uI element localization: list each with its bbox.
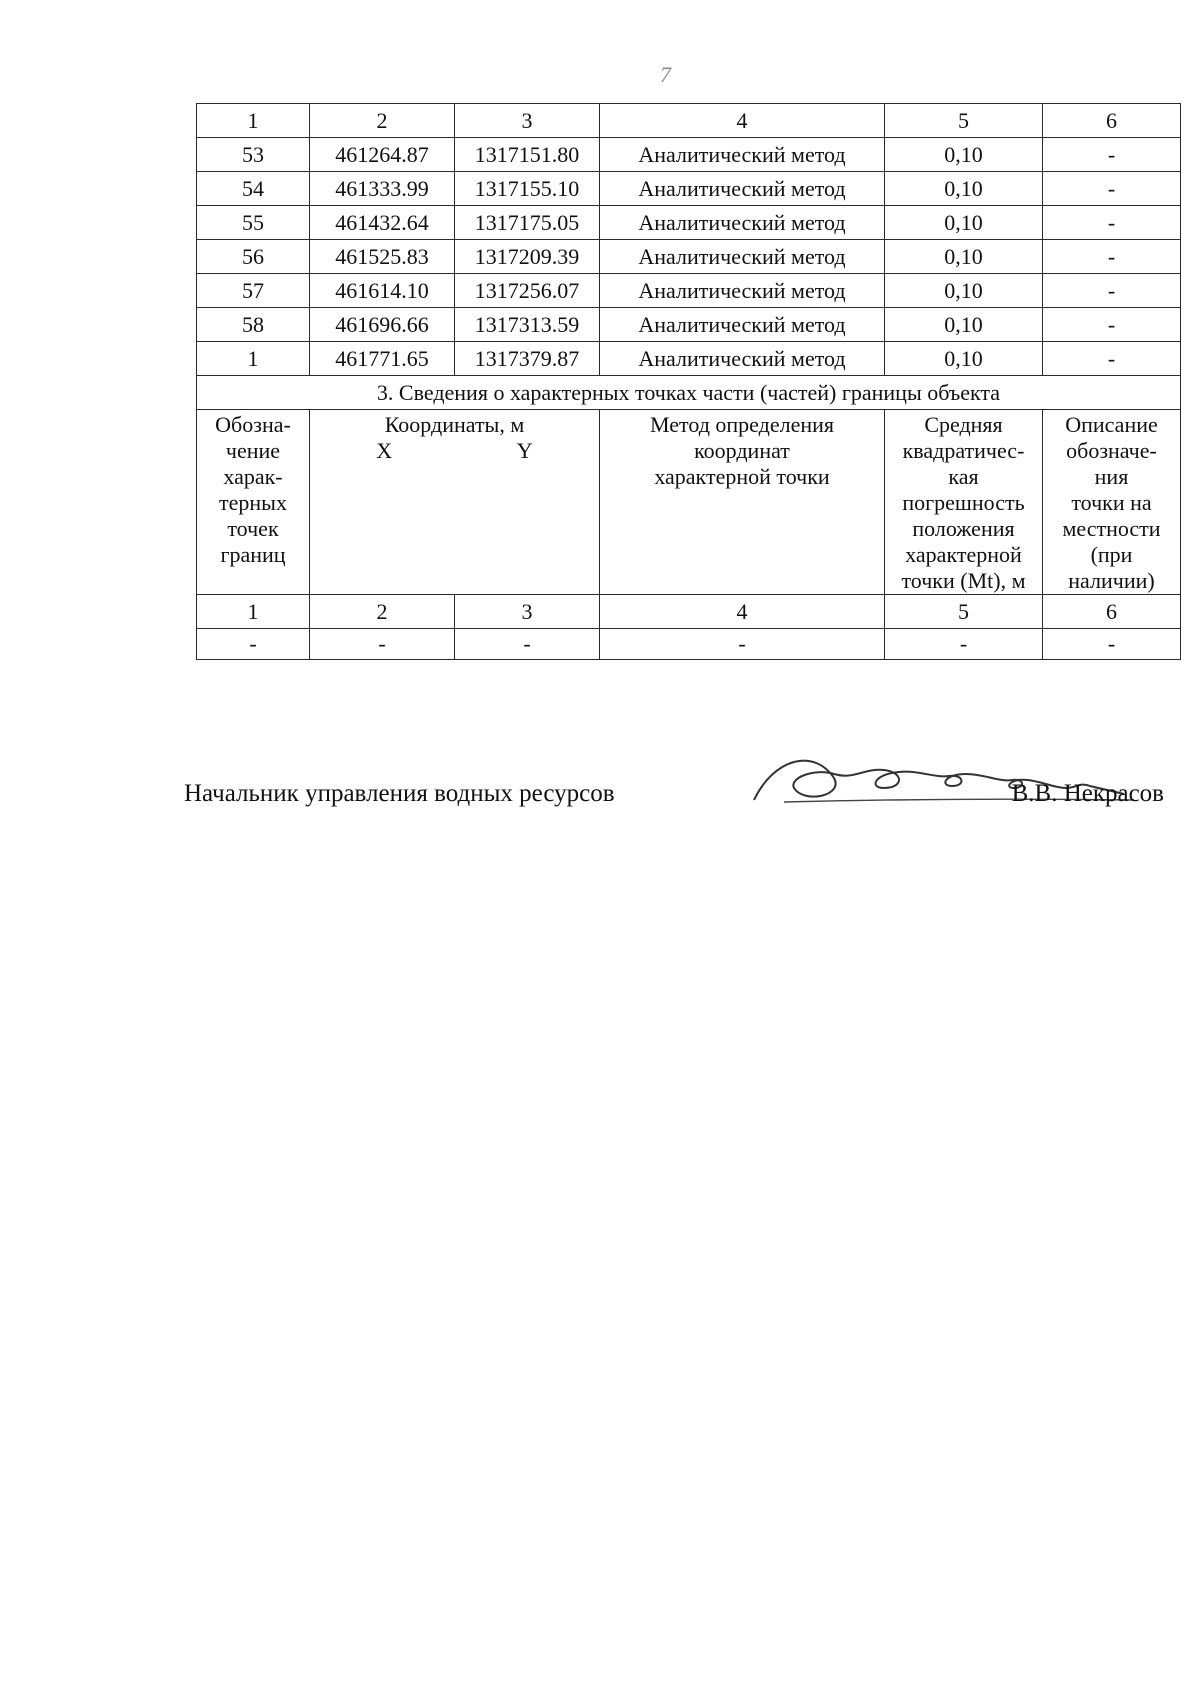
cell-y: 1317155.10: [455, 172, 600, 206]
table-row: [197, 629, 1181, 660]
page-number: 7: [660, 62, 671, 87]
column-number: 2: [310, 595, 455, 629]
cell-error: 0,10: [885, 240, 1043, 274]
cell-method: Аналитический метод: [600, 138, 885, 172]
section-title: 3. Сведения о характерных точках части (частей) границы объекта: [197, 376, 1181, 410]
cell-point: 54: [197, 172, 310, 206]
cell-x: 461771.65: [310, 342, 455, 376]
cell-y: 1317209.39: [455, 240, 600, 274]
cell-empty: -: [455, 629, 600, 660]
cell-error: 0,10: [885, 342, 1043, 376]
column-number: 5: [885, 595, 1043, 629]
signature-block: [184, 774, 1164, 834]
column-number: 3: [455, 595, 600, 629]
section-title-row: [197, 376, 1181, 410]
cell-x: 461614.10: [310, 274, 455, 308]
cell-y: 1317175.05: [455, 206, 600, 240]
cell-x: 461432.64: [310, 206, 455, 240]
cell-empty: -: [197, 629, 310, 660]
cell-description: -: [1043, 308, 1181, 342]
header-description: Описание обозначе- ния точки на местности (при наличии): [1043, 410, 1181, 595]
column-number-row: [197, 595, 1181, 629]
header-coordinates: [310, 410, 600, 595]
cell-description: -: [1043, 206, 1181, 240]
cell-y: 1317379.87: [455, 342, 600, 376]
table-row: [197, 240, 1181, 274]
column-number: 1: [197, 595, 310, 629]
cell-empty: -: [885, 629, 1043, 660]
cell-point: 56: [197, 240, 310, 274]
cell-x: 461696.66: [310, 308, 455, 342]
header-method: Метод определения координат характерной точки: [600, 410, 885, 595]
column-number: 5: [885, 104, 1043, 138]
cell-point: 1: [197, 342, 310, 376]
table-row: [197, 274, 1181, 308]
table-row: [197, 206, 1181, 240]
cell-empty: -: [1043, 629, 1181, 660]
table-row: [197, 308, 1181, 342]
header-error: Средняя квадратичес- кая погрешность положения характерной точки (Mt), м: [885, 410, 1043, 595]
column-number: 4: [600, 104, 885, 138]
cell-point: 58: [197, 308, 310, 342]
table-row: [197, 138, 1181, 172]
cell-y: 1317151.80: [455, 138, 600, 172]
column-number: 6: [1043, 104, 1181, 138]
cell-error: 0,10: [885, 138, 1043, 172]
column-number: 3: [455, 104, 600, 138]
header-row: [197, 410, 1181, 595]
cell-description: -: [1043, 240, 1181, 274]
header-y: Y: [516, 438, 533, 463]
signer-name: В.В. Некрасов: [1011, 780, 1164, 807]
column-number-row: [197, 104, 1181, 138]
boundary-points-table: [196, 103, 1181, 660]
cell-error: 0,10: [885, 308, 1043, 342]
table-row: [197, 342, 1181, 376]
cell-error: 0,10: [885, 206, 1043, 240]
header-x: X: [376, 438, 393, 463]
cell-point: 53: [197, 138, 310, 172]
cell-description: -: [1043, 342, 1181, 376]
cell-error: 0,10: [885, 172, 1043, 206]
column-number: 2: [310, 104, 455, 138]
header-point-designation: Обозна- чение харак- терных точек границ: [197, 410, 310, 595]
cell-point: 55: [197, 206, 310, 240]
cell-empty: -: [600, 629, 885, 660]
cell-error: 0,10: [885, 274, 1043, 308]
header-coordinates-label: Координаты, м: [384, 412, 525, 437]
cell-empty: -: [310, 629, 455, 660]
signer-position: Начальник управления водных ресурсов: [184, 780, 615, 807]
cell-method: Аналитический метод: [600, 308, 885, 342]
cell-description: -: [1043, 138, 1181, 172]
cell-x: 461333.99: [310, 172, 455, 206]
table-row: [197, 172, 1181, 206]
cell-y: 1317256.07: [455, 274, 600, 308]
column-number: 4: [600, 595, 885, 629]
cell-method: Аналитический метод: [600, 206, 885, 240]
cell-x: 461264.87: [310, 138, 455, 172]
cell-method: Аналитический метод: [600, 342, 885, 376]
cell-point: 57: [197, 274, 310, 308]
cell-y: 1317313.59: [455, 308, 600, 342]
column-number: 1: [197, 104, 310, 138]
column-number: 6: [1043, 595, 1181, 629]
cell-x: 461525.83: [310, 240, 455, 274]
cell-description: -: [1043, 274, 1181, 308]
cell-method: Аналитический метод: [600, 172, 885, 206]
cell-description: -: [1043, 172, 1181, 206]
cell-method: Аналитический метод: [600, 240, 885, 274]
cell-method: Аналитический метод: [600, 274, 885, 308]
